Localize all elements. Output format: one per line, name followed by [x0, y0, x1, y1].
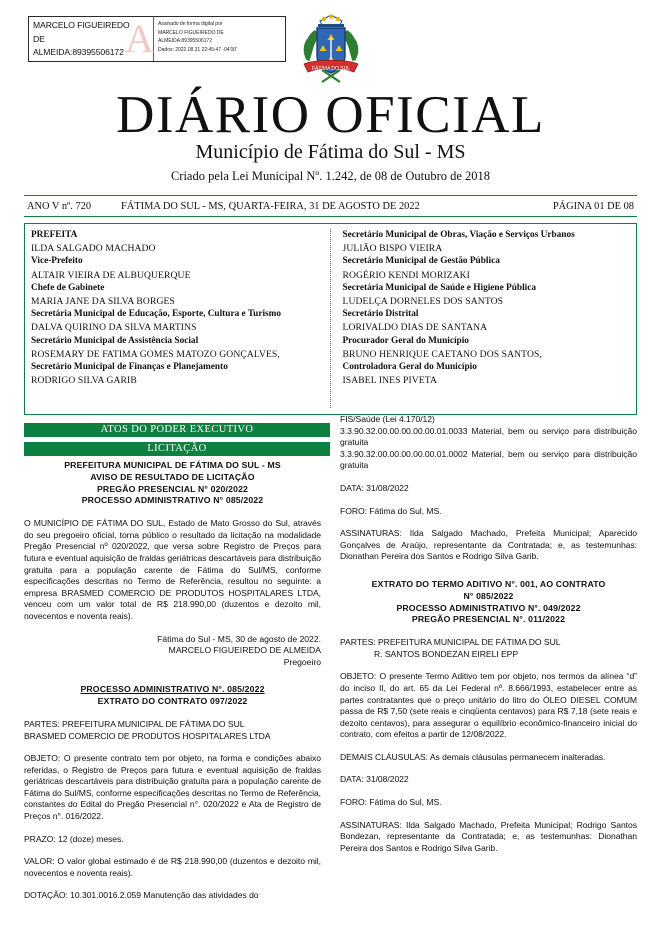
issue-page-number: PÁGINA 01 DE 08	[552, 200, 634, 212]
body-column-right	[340, 412, 637, 924]
official-role: Secretário Municipal de Assistência Social	[31, 335, 199, 346]
notice-assinaturas: ASSINATURAS: Ilda Salgado Machado, Prefeita Municipal; Aparecido Gonçalves de Araújo, representante da Contratada; e, as testemunhas: Dionathan Pereira dos Santos e Rodrigo Silva Garib.	[340, 528, 637, 562]
signature-signer-line1: MARCELO FIGUEIREDO	[33, 20, 130, 30]
notice-valor: VALOR: O valor global estimado é de R$ 218.990,00 (duzentos e dezoito mil, novecentos e noventa reais).	[24, 856, 321, 878]
official-role: Secretário Municipal de Obras, Viação e Serviços Urbanos	[342, 230, 575, 240]
masthead-subtitle: Município de Fátima do Sul - MS	[195, 141, 466, 163]
notice-objeto: OBJETO: O presente contrato tem por objeto, na forma e condições abaixo referidas, o Registro de Preços para futura e eventual aquisição de fraldas geriátricas descartáveis para distribuição gratuita para a população carente de Fátima do Sul/MS, conforme especificações descritas no Termo de Referência, constantes do Edital do Pregão Presencial n°. 020/2022 e Ata de Registro de Preços n°. 016/2022.	[24, 753, 322, 822]
banner-bidding: LICITAÇÃO	[24, 442, 330, 456]
notice-objeto: OBJETO: O presente Termo Aditivo tem por objeto, nos termos da alínea “d” do inciso II, do art. 65 da Lei Federal nº. 8.666/1993, estabelecer entre as partes contratantes que o preço unitário do litro do ÓLEO DIESEL COMUM passa de R$ 7,50 (sete reais e cinqüenta centavos) para R$ 7,18 (sete reais e dezoito centavos), para assegurar o equilíbrio econômico-financeiro inicial do contrato, com efeitos a partir de 12/08/2022.	[340, 671, 637, 740]
official-role: Secretário Municipal de Gestão Pública	[342, 256, 500, 267]
notice-data: DATA: 31/08/2022	[340, 774, 409, 785]
signature-signer-line3: ALMEIDA:89395506172	[33, 47, 124, 57]
signature-details	[154, 17, 285, 61]
coat-of-arms-icon	[296, 12, 366, 86]
dotacao-source: FIS/Saúde (Lei 4.170/12)	[340, 414, 435, 424]
banner-executive-acts: ATOS DO PODER EXECUTIVO	[24, 423, 330, 437]
official-name: ISABEL INES PIVETA	[342, 375, 437, 387]
dotacao-code-2: 3.3.90.32.00.00.00.00.00.01.0002 Material, bem ou serviço para distribuição gratuita	[340, 448, 637, 471]
official-role: Controladora Geral do Município	[342, 362, 477, 373]
partes-label: PARTES:	[24, 718, 60, 729]
official-role: PREFEITA	[31, 230, 78, 240]
officials-box	[24, 223, 637, 415]
partes-value: PREFEITURA MUNICIPAL DE FÁTIMA DO SUL	[377, 637, 561, 648]
signature-signer-name	[29, 17, 153, 61]
issue-place-date: FÁTIMA DO SUL - MS, QUARTA-FEIRA, 31 DE AGOSTO DE 2022	[121, 200, 420, 212]
official-role: Secretária Municipal de Saúde e Higiene Pública	[342, 282, 537, 293]
notice-sign-place-date: Fátima do Sul - MS, 30 de agosto de 2022.	[157, 633, 321, 644]
body-column-left	[24, 412, 321, 924]
notice-heading: AVISO DE RESULTADO DE LICITAÇÃO	[90, 471, 255, 482]
notice-foro: FORO: Fátima do Sul, MS.	[340, 797, 442, 808]
issue-year-number: ANO V nº. 720	[27, 200, 92, 212]
digital-signature-stamp	[28, 16, 286, 62]
official-role: Secretário Distrital	[342, 309, 419, 320]
notice-termo-aditivo	[340, 579, 637, 855]
notice-parties-line1	[24, 719, 321, 731]
official-name: ROSEMARY DE FATIMA GOMES MATOZO GONÇALVES,	[31, 348, 280, 360]
signature-detail-line1: Assinado de forma digital por	[158, 21, 223, 27]
official-role: Secretário Municipal de Finanças e Planejamento	[31, 362, 228, 373]
signature-detail-line3: ALMEIDA:89395506172	[158, 38, 212, 45]
body-columns	[24, 412, 637, 924]
notice-data: DATA: 31/08/2022	[340, 482, 409, 493]
official-name: ROGÉRIO KENDI MORIZAKI	[342, 269, 470, 281]
notice-sign-title: Pregoeiro	[283, 656, 321, 667]
notice-heading: PREGÃO PRESENCIAL N°. 011/2022	[411, 614, 566, 625]
svg-text:FÁTIMA DO SUL: FÁTIMA DO SUL	[311, 66, 350, 72]
officials-column-right	[331, 229, 631, 408]
official-name: ILDA SALGADO MACHADO	[31, 243, 156, 255]
official-name: BRUNO HENRIQUE CAETANO DOS SANTOS,	[342, 348, 542, 360]
notice-heading: PREGÃO PRESENCIAL N° 020/2022	[96, 483, 249, 494]
official-name: MARIA JANE DA SILVA BORGES	[31, 296, 175, 308]
issue-info-bar	[24, 195, 637, 217]
notice-continuation	[340, 414, 637, 563]
notice-demais-clausulas: DEMAIS CLÁUSULAS: As demais cláusulas permanecem inalteradas.	[340, 751, 606, 762]
notice-assinaturas: ASSINATURAS: Ilda Salgado Machado, Prefeita Municipal; Rodrigo Santos Bondezan, representante da Contratada; e, as testemunhas: Dionathan Pereira dos Santos e Rodrigo Silva Garib.	[340, 819, 637, 853]
partes-value: PREFEITURA MUNICIPAL DE FÁTIMA DO SUL	[61, 718, 245, 729]
notice-extrato-contrato	[24, 684, 321, 902]
notice-heading: N° 085/2022	[463, 590, 514, 601]
signature-flourish-icon: A	[125, 16, 154, 61]
signature-detail-line2: MARCELO FIGUEIREDO DE	[158, 29, 224, 36]
signature-detail-line4: Dados: 2022.08.31 22:45:47 -04'00'	[158, 46, 237, 53]
masthead-law: Criado pela Lei Municipal Nº. 1.242, de 08 de Outubro de 2018	[170, 169, 491, 183]
official-name: LORIVALDO DIAS DE SANTANA	[342, 322, 488, 334]
official-name: ALTAIR VIEIRA DE ALBUQUERQUE	[31, 269, 191, 281]
signature-divider	[153, 17, 154, 61]
notice-parties-line1	[340, 637, 637, 649]
notice-parties-line2: R. SANTOS BONDEZAN EIRELI EPP	[374, 648, 519, 659]
notice-heading: EXTRATO DO TERMO ADITIVO N°. 001, AO CONTRATO	[371, 578, 606, 589]
official-name: LUDELÇA DORNELES DOS SANTOS	[342, 296, 504, 308]
notice-heading: PROCESSO ADMINISTRATIVO N° 085/2022	[81, 495, 264, 506]
notice-prazo: PRAZO: 12 (doze) meses.	[24, 833, 124, 844]
notice-body: O MUNICÍPIO DE FÁTIMA DO SUL, Estado de Mato Grosso do Sul, através do seu pregoeiro oficial, torna público o resultado da licitação na modalidade Pregão Presencial nº 020/2022, que versa sobre Registro de Preços para futura e eventual aquisição de fraldas geriátricas descartáveis para distribuição gratuita para a população carente de Fátima do Sul/MS, conforme especificações descritas no Termo de Referência, resultou no seguinte: a empresa BRASMED COMERCIO DE PRODUTOS HOSPITALARES LTDA, venceu com um valor total de R$ 218.990,00 (duzentos e dezoito mil, novecentos e noventa reais).	[24, 518, 321, 621]
official-role: Vice-Prefeito	[31, 256, 83, 267]
notice-sign-name: MARCELO FIGUEIREDO DE ALMEIDA	[168, 645, 321, 656]
official-role: Procurador Geral do Município	[342, 335, 469, 346]
official-name: DALVA QUIRINO DA SILVA MARTINS	[31, 322, 197, 334]
official-name: RODRIGO SILVA GARIB	[31, 375, 137, 387]
page-title: DIÁRIO OFICIAL	[116, 86, 545, 144]
notice-heading: PROCESSO ADMINISTRATIVO N°. 049/2022	[396, 602, 581, 613]
notice-foro: FORO: Fátima do Sul, MS.	[340, 505, 442, 516]
signature-signer-line2: DE	[33, 33, 45, 44]
notice-dotacao: DOTAÇÃO: 10.301.0016.2.059 Manutenção das atividades do	[24, 890, 259, 901]
notice-aviso-resultado	[24, 460, 321, 668]
official-role: Secretária Municipal de Educação, Esporte, Cultura e Turismo	[31, 309, 282, 320]
notice-parties-line2: BRASMED COMERCIO DE PRODUTOS HOSPITALARES LTDA	[24, 730, 271, 741]
official-name: JULIÃO BISPO VIEIRA	[342, 243, 443, 255]
notice-heading: PROCESSO ADMINISTRATIVO N°. 085/2022	[80, 684, 265, 695]
official-role: Chefe de Gabinete	[31, 282, 105, 293]
notice-heading: PREFEITURA MUNICIPAL DE FÁTIMA DO SUL - MS	[64, 460, 281, 470]
officials-column-left	[31, 229, 331, 408]
dotacao-code-1: 3.3.90.32.00.00.00.00.00.01.0033 Material, bem ou serviço para distribuição gratuita	[340, 425, 637, 448]
partes-label: PARTES:	[340, 637, 376, 648]
notice-heading: EXTRATO DO CONTRATO 097/2022	[97, 696, 248, 707]
